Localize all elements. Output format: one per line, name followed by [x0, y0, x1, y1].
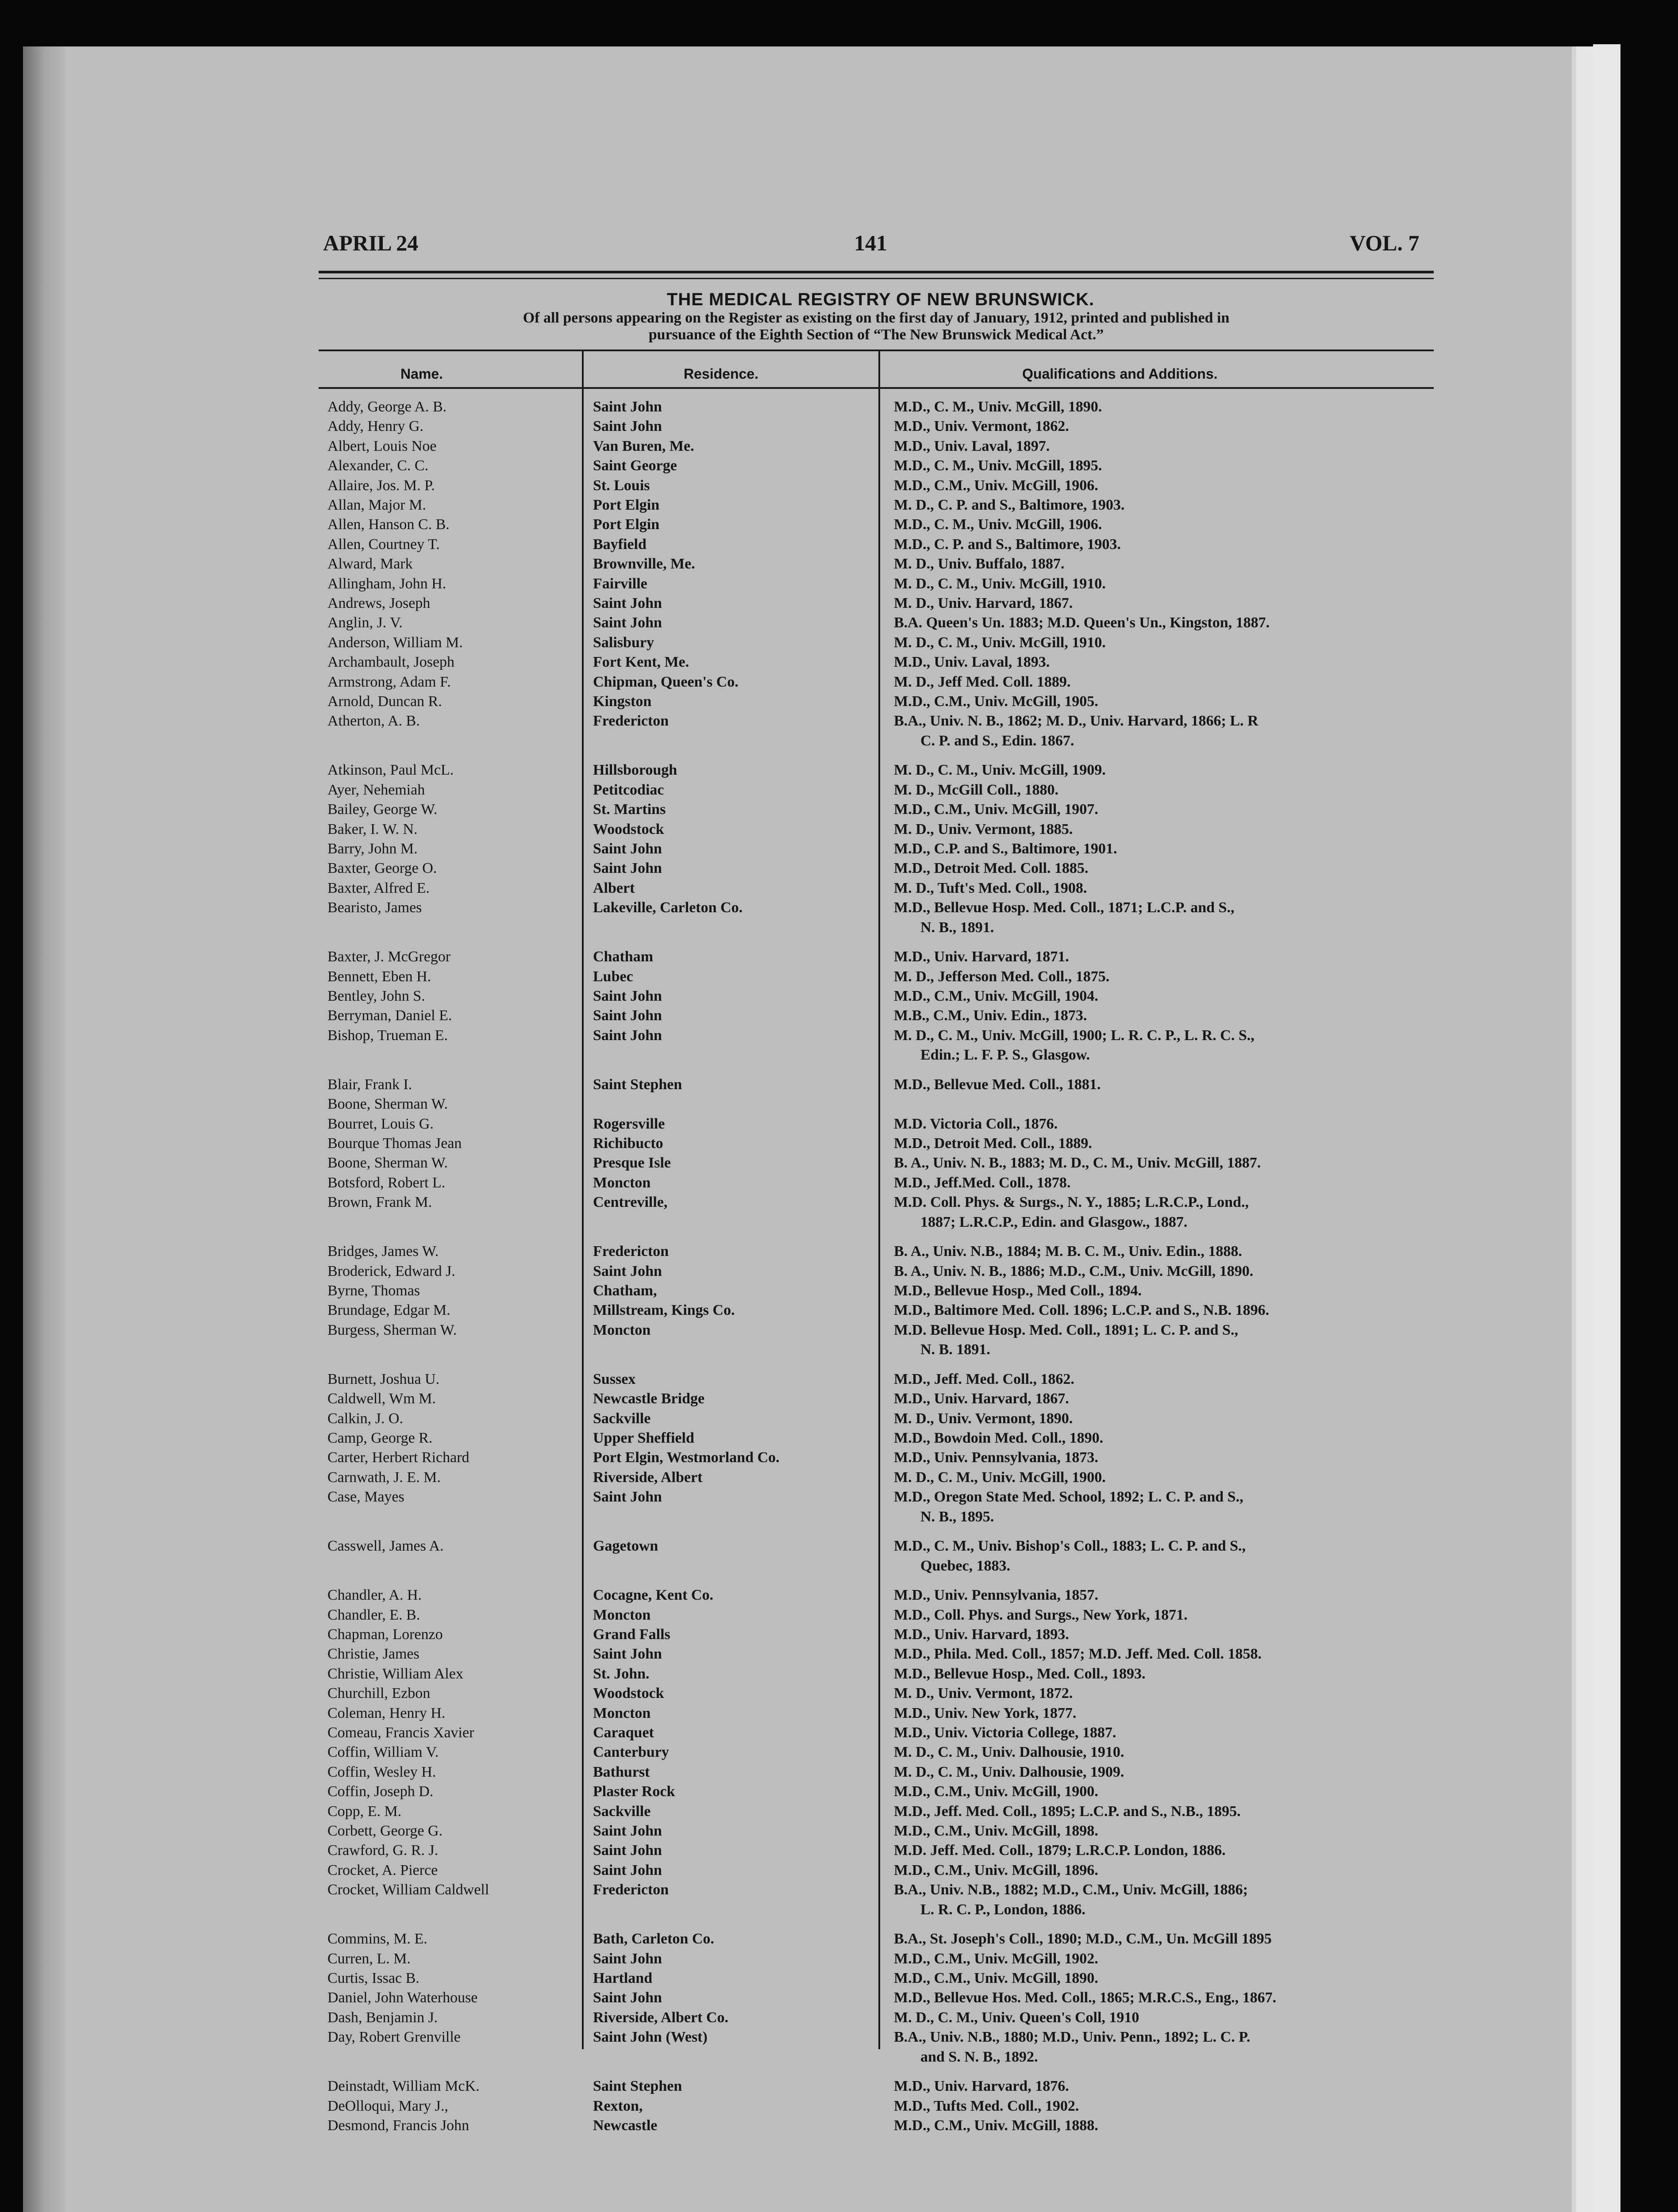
registrant-residence: Saint John — [593, 1862, 662, 1878]
registrant-residence: Moncton — [593, 1606, 651, 1623]
registrant-residence: Gagetown — [593, 1538, 658, 1555]
registrant-residence: Saint John — [593, 614, 662, 631]
registrant-qualification: M.D., Baltimore Med. Coll. 1896; L.C.P. and S., N.B. 1896. — [894, 1302, 1270, 1319]
registrant-residence: Canterbury — [593, 1744, 669, 1761]
registrant-qualification: M.D., Jeff. Med. Coll., 1862. — [894, 1371, 1074, 1387]
registrant-name: Boone, Sherman W. — [327, 1096, 448, 1113]
registrant-name: Crocket, A. Pierce — [327, 1862, 438, 1878]
registrant-qualification-continued: 1887; L.R.C.P., Edin. and Glasgow., 1887. — [920, 1214, 1188, 1230]
registrant-residence: Saint John — [593, 399, 662, 415]
registrant-residence: Port Elgin — [593, 497, 660, 513]
registrant-name: Daniel, John Waterhouse — [327, 1989, 478, 2006]
registrant-name: Coffin, William V. — [327, 1744, 439, 1761]
registrant-qualification: B.A., Univ. N. B., 1862; M. D., Univ. Harvard, 1866; L. R — [894, 713, 1258, 730]
registrant-residence: Bayfield — [593, 536, 647, 553]
registrant-name: Barry, John M. — [327, 841, 418, 857]
registrant-residence: Plaster Rock — [593, 1783, 675, 1800]
registrant-qualification: M.D., Bellevue Med. Coll., 1881. — [894, 1076, 1101, 1093]
registrant-qualification: M.D., C. M., Univ. McGill, 1890. — [894, 399, 1102, 415]
registrant-residence: Bath, Carleton Co. — [593, 1931, 714, 1947]
binding-gutter — [23, 46, 65, 2212]
registrant-name: Curren, L. M. — [327, 1950, 411, 1967]
registrant-residence: Rogersville — [593, 1115, 665, 1132]
registrant-residence: Brownville, Me. — [593, 556, 695, 572]
registrant-name: Copp, E. M. — [327, 1803, 402, 1820]
registrant-residence: Saint John — [593, 1489, 662, 1505]
page-edge — [1576, 46, 1593, 2212]
registrant-qualification: M.D., C.M., Univ. McGill, 1900. — [894, 1783, 1098, 1800]
registrant-name: Chapman, Lorenzo — [327, 1626, 443, 1643]
registrant-name: Allen, Hanson C. B. — [327, 516, 450, 533]
registrant-residence: Woodstock — [593, 1685, 664, 1702]
registrant-name: Anglin, J. V. — [327, 614, 403, 631]
registrant-qualification: M.D., Phila. Med. Coll., 1857; M.D. Jeff. Med. Coll. 1858. — [894, 1646, 1262, 1663]
registrant-qualification: M.D., Univ. Pennsylvania, 1857. — [894, 1587, 1098, 1604]
registrant-residence: Sussex — [593, 1371, 636, 1387]
registrant-name: Bearisto, James — [327, 899, 422, 916]
registrant-qualification: M.D., C.M., Univ. McGill, 1898. — [894, 1823, 1098, 1839]
registrant-qualification: M.D., Detroit Med. Coll., 1889. — [894, 1135, 1092, 1152]
registrant-name: Allingham, John H. — [327, 575, 446, 592]
registrant-qualification: M. D., McGill Coll., 1880. — [894, 781, 1059, 798]
registrant-residence: Port Elgin, Westmorland Co. — [593, 1449, 780, 1466]
registrant-residence: St. John. — [593, 1665, 650, 1682]
registrant-name: Allan, Major M. — [327, 497, 426, 513]
registrant-name: Brundage, Edgar M. — [327, 1302, 450, 1319]
registrant-qualification: M.D., C.M., Univ. McGill, 1905. — [894, 693, 1098, 710]
registrant-name: Berryman, Daniel E. — [327, 1007, 452, 1024]
registrant-residence: Sackville — [593, 1410, 651, 1427]
registrant-qualification-continued: N. B., 1891. — [920, 919, 994, 936]
registrant-residence: Van Buren, Me. — [593, 438, 694, 454]
registrant-residence: Fredericton — [593, 1243, 669, 1260]
registrant-name: Archambault, Joseph — [327, 654, 455, 671]
registrant-qualification: M. D., C. M., Univ. McGill, 1910. — [894, 575, 1106, 592]
registrant-residence: Grand Falls — [593, 1626, 670, 1643]
registrant-qualification: M.D., C.M., Univ. McGill, 1902. — [894, 1950, 1098, 1967]
registrant-qualification: M. D., Univ. Vermont, 1890. — [894, 1410, 1073, 1427]
registrant-name: Bourque Thomas Jean — [327, 1135, 462, 1152]
registrant-name: Caldwell, Wm M. — [327, 1390, 436, 1407]
registrant-residence: Sackville — [593, 1803, 651, 1820]
registrant-residence: Fairville — [593, 575, 647, 592]
registrant-residence: Newcastle — [593, 2117, 658, 2134]
column-divider-2 — [878, 350, 880, 2049]
registrant-qualification: M.D., Oregon State Med. School, 1892; L. C. P. and S., — [894, 1489, 1243, 1505]
registrant-residence: Saint John — [593, 595, 662, 611]
registrant-name: Albert, Louis Noe — [327, 438, 437, 454]
column-divider-1 — [582, 350, 584, 2049]
registrant-name: Baxter, George O. — [327, 860, 437, 877]
registrant-residence: Saint John — [593, 988, 662, 1004]
registrant-qualification: M.D. Victoria Coll., 1876. — [894, 1115, 1058, 1132]
header-rule-thin — [319, 278, 1434, 279]
registrant-residence: Kingston — [593, 693, 652, 710]
registrant-residence: Bathurst — [593, 1763, 650, 1780]
registrant-qualification: M.D., Univ. Laval, 1897. — [894, 438, 1050, 454]
registrant-qualification: M.D., C. M., Univ. Bishop's Coll., 1883; L. C. P. and S., — [894, 1538, 1246, 1555]
registrant-name: Brown, Frank M. — [327, 1194, 432, 1211]
registrant-residence: Richibucto — [593, 1135, 663, 1152]
registrant-qualification: M. D., C. M., Univ. Dalhousie, 1909. — [894, 1763, 1124, 1780]
registrant-name: Carnwath, J. E. M. — [327, 1469, 441, 1486]
registrant-qualification: M.D., Bellevue Hosp., Med Coll., 1894. — [894, 1283, 1142, 1299]
registrant-residence: Saint Stephen — [593, 2078, 682, 2095]
header-date: APRIL 24 — [323, 230, 419, 255]
registrant-qualification: M.D., Univ. Pennsylvania, 1873. — [894, 1449, 1098, 1466]
registrant-qualification: M. D., C. M., Univ. McGill, 1909. — [894, 762, 1106, 779]
registrant-residence: Chipman, Queen's Co. — [593, 673, 739, 690]
registrant-name: Camp, George R. — [327, 1430, 433, 1446]
subtitle-line-2: pursuance of the Eighth Section of “The New Brunswick Medical Act.” — [648, 326, 1104, 343]
registrant-qualification: M.D., C. M., Univ. McGill, 1906. — [894, 516, 1102, 533]
registrant-qualification: M.D., Univ. Harvard, 1867. — [894, 1390, 1069, 1407]
registrant-residence: Upper Sheffield — [593, 1430, 694, 1446]
registrant-residence: Saint John — [593, 841, 662, 857]
registrant-name: Crawford, G. R. J. — [327, 1842, 439, 1859]
registrant-qualification: M. D., C. M., Univ. Dalhousie, 1910. — [894, 1744, 1124, 1761]
registrant-name: Atherton, A. B. — [327, 713, 420, 730]
registrant-name: Coffin, Wesley H. — [327, 1763, 436, 1780]
registry-subtitle — [319, 310, 1434, 343]
registrant-qualification: M.D., Bellevue Hos. Med. Coll., 1865; M.R.C.S., Eng., 1867. — [894, 1989, 1277, 2006]
registrant-name: Allen, Courtney T. — [327, 536, 440, 553]
registrant-qualification: M. D., C. M., Univ. McGill, 1910. — [894, 634, 1106, 651]
registrant-qualification: M.D., Tufts Med. Coll., 1902. — [894, 2097, 1079, 2114]
registrant-residence: Moncton — [593, 1321, 651, 1338]
registrant-residence: Lakeville, Carleton Co. — [593, 899, 743, 916]
registrant-residence: Saint John — [593, 1027, 662, 1044]
page-sheet — [23, 46, 1576, 2212]
registrant-name: Bridges, James W. — [327, 1243, 439, 1260]
registrant-name: Bennett, Eben H. — [327, 968, 431, 985]
registrant-qualification: M.D., C.M., Univ. McGill, 1904. — [894, 988, 1098, 1004]
registrant-qualification: M. D., C. M., Univ. Queen's Coll, 1910 — [894, 2009, 1139, 2026]
registrant-name: Bourret, Louis G. — [327, 1115, 434, 1132]
column-header-qualifications: Qualifications and Additions. — [1022, 366, 1218, 382]
registrant-residence: Centreville, — [593, 1194, 668, 1211]
registrant-qualification: M.D., C.M., Univ. McGill, 1907. — [894, 801, 1098, 818]
registrant-name: Curtis, Issac B. — [327, 1970, 420, 1986]
registrant-qualification: M.D., Univ. Laval, 1893. — [894, 654, 1050, 671]
registrant-qualification: M. D., Univ. Buffalo, 1887. — [894, 556, 1065, 572]
registrant-residence: St. Louis — [593, 477, 650, 494]
registrant-qualification: M. D., Univ. Vermont, 1872. — [894, 1685, 1073, 1702]
registrant-name: Christie, William Alex — [327, 1665, 463, 1682]
registrant-name: Churchill, Ezbon — [327, 1685, 431, 1702]
registrant-qualification: M.D., Bellevue Hosp., Med. Coll., 1893. — [894, 1665, 1146, 1682]
registrant-qualification: B. A., Univ. N.B., 1884; M. B. C. M., Univ. Edin., 1888. — [894, 1243, 1242, 1260]
registrant-qualification-continued: N. B., 1895. — [920, 1508, 994, 1525]
registrant-residence: Chatham, — [593, 1283, 657, 1299]
registrant-qualification: B. A., Univ. N. B., 1883; M. D., C. M., Univ. McGill, 1887. — [894, 1155, 1261, 1171]
registrant-residence: Salisbury — [593, 634, 654, 651]
registrant-name: Bailey, George W. — [327, 801, 438, 818]
registrant-name: Chandler, A. H. — [327, 1587, 422, 1604]
registrant-name: Arnold, Duncan R. — [327, 693, 442, 710]
subtitle-line-1: Of all persons appearing on the Register as existing on the first day of January, 1912, printed and published in — [523, 310, 1230, 326]
registrant-qualification: M. D., Univ. Harvard, 1867. — [894, 595, 1073, 611]
registrant-name: Desmond, Francis John — [327, 2117, 470, 2134]
registrant-residence: Port Elgin — [593, 516, 660, 533]
registrant-name: Burnett, Joshua U. — [327, 1371, 440, 1387]
registrant-name: Baker, I. W. N. — [327, 821, 418, 837]
registrant-name: Ayer, Nehemiah — [327, 781, 425, 798]
registrant-residence: Saint John — [593, 1950, 662, 1967]
registrant-name: Day, Robert Grenville — [327, 2029, 461, 2046]
registrant-residence: Riverside, Albert — [593, 1469, 703, 1486]
registrant-name: Addy, George A. B. — [327, 399, 447, 415]
registrant-name: Burgess, Sherman W. — [327, 1321, 457, 1338]
registrant-name: Atkinson, Paul McL. — [327, 762, 454, 779]
registrant-qualification: B.A., St. Joseph's Coll., 1890; M.D., C.M., Un. McGill 1895 — [894, 1931, 1272, 1947]
registrant-name: Calkin, J. O. — [327, 1410, 403, 1427]
registrant-qualification: M.D., Univ. Harvard, 1871. — [894, 949, 1069, 965]
registrant-qualification-continued: L. R. C. P., London, 1886. — [920, 1901, 1085, 1918]
column-header-name: Name. — [400, 366, 443, 382]
registrant-residence: Presque Isle — [593, 1155, 671, 1171]
registrant-residence: Saint John (West) — [593, 2029, 708, 2046]
registrant-residence: Chatham — [593, 949, 654, 965]
registrant-residence: Saint John — [593, 1263, 662, 1279]
registrant-residence: Saint George — [593, 457, 677, 474]
column-header-residence: Residence. — [684, 366, 758, 382]
registrant-residence: Hillsborough — [593, 762, 677, 779]
registrant-name: Broderick, Edward J. — [327, 1263, 455, 1279]
registrant-residence: Hartland — [593, 1970, 653, 1986]
registrant-name: Boone, Sherman W. — [327, 1155, 448, 1171]
registrant-name: Alexander, C. C. — [327, 457, 429, 474]
registrant-residence: Saint John — [593, 1842, 662, 1859]
page-number: 141 — [854, 230, 887, 255]
registrant-qualification: M.D., Jeff.Med. Coll., 1878. — [894, 1174, 1071, 1191]
registrant-qualification: M.D., C.M., Univ. McGill, 1906. — [894, 477, 1098, 494]
registrant-residence: Lubec — [593, 968, 633, 985]
registrant-name: Deinstadt, William McK. — [327, 2078, 480, 2095]
registrant-residence: Albert — [593, 879, 635, 896]
registrant-name: Dash, Benjamin J. — [327, 2009, 438, 2026]
registrant-residence: Moncton — [593, 1705, 651, 1721]
registrant-name: Comeau, Francis Xavier — [327, 1724, 474, 1741]
registrant-residence: Petitcodiac — [593, 781, 664, 798]
registrant-qualification: M.D., Bowdoin Med. Coll., 1890. — [894, 1430, 1104, 1446]
registrant-name: Baxter, Alfred E. — [327, 879, 430, 896]
registrant-residence: Saint John — [593, 1823, 662, 1839]
registrant-name: Byrne, Thomas — [327, 1283, 420, 1299]
registrant-name: Botsford, Robert L. — [327, 1174, 446, 1191]
registrant-qualification-continued: Edin.; L. F. P. S., Glasgow. — [920, 1047, 1090, 1064]
registrant-qualification: M.D., C.M., Univ. McGill, 1890. — [894, 1970, 1098, 1986]
registrant-name: Alward, Mark — [327, 556, 413, 572]
registrant-qualification: M.D., Univ. Harvard, 1893. — [894, 1626, 1069, 1643]
registrant-name: Carter, Herbert Richard — [327, 1449, 470, 1466]
registrant-residence: Rexton, — [593, 2097, 643, 2114]
registrant-residence: Fort Kent, Me. — [593, 654, 689, 671]
registrant-name: Bishop, Trueman E. — [327, 1027, 448, 1044]
registrant-residence: Newcastle Bridge — [593, 1390, 705, 1407]
registrant-qualification: B.A. Queen's Un. 1883; M.D. Queen's Un., Kingston, 1887. — [894, 614, 1270, 631]
volume-label: VOL. 7 — [1350, 230, 1420, 255]
registrant-residence: Riverside, Albert Co. — [593, 2009, 728, 2026]
table-header-rule — [319, 387, 1434, 389]
registrant-residence: Saint John — [593, 1989, 662, 2006]
registrant-name: Anderson, William M. — [327, 634, 463, 651]
registrant-qualification: M. D., C. P. and S., Baltimore, 1903. — [894, 497, 1125, 513]
registrant-qualification: M. D., Jeff Med. Coll. 1889. — [894, 673, 1071, 690]
registrant-residence: Millstream, Kings Co. — [593, 1302, 735, 1319]
registrant-qualification: M.D., Univ. New York, 1877. — [894, 1705, 1077, 1721]
registrant-name: Corbett, George G. — [327, 1823, 443, 1839]
table-top-rule — [319, 349, 1434, 351]
registrant-qualification: M. D., C. M., Univ. McGill, 1900. — [894, 1469, 1106, 1486]
registrant-residence: Fredericton — [593, 1882, 669, 1898]
registrant-qualification: M.D., Univ. Vermont, 1862. — [894, 418, 1069, 435]
registrant-residence: Saint John — [593, 1007, 662, 1024]
registrant-qualification: M. D., Jefferson Med. Coll., 1875. — [894, 968, 1110, 985]
registrant-name: Coffin, Joseph D. — [327, 1783, 434, 1800]
registrant-qualification: M. D., Univ. Vermont, 1885. — [894, 821, 1073, 837]
registrant-residence: Woodstock — [593, 821, 664, 837]
registrant-qualification: M.D., Jeff. Med. Coll., 1895; L.C.P. and S., N.B., 1895. — [894, 1803, 1241, 1820]
registrant-qualification: M.D., Univ. Victoria College, 1887. — [894, 1724, 1116, 1741]
next-page-edge — [1593, 44, 1620, 2212]
registrant-residence: Saint John — [593, 1646, 662, 1663]
registrant-name: Commins, M. E. — [327, 1931, 427, 1947]
registrant-qualification: M.D., C.M., Univ. McGill, 1896. — [894, 1862, 1098, 1878]
registrant-name: Armstrong, Adam F. — [327, 673, 451, 690]
registrant-name: Chandler, E. B. — [327, 1606, 420, 1623]
registrant-residence: Saint John — [593, 418, 662, 435]
registrant-residence: St. Martins — [593, 801, 666, 818]
registrant-name: Allaire, Jos. M. P. — [327, 477, 435, 494]
registrant-qualification: B.A., Univ. N.B., 1880; M.D., Univ. Penn., 1892; L. C. P. — [894, 2029, 1251, 2046]
registrant-name: Addy, Henry G. — [327, 418, 423, 435]
registrant-qualification: M.D. Jeff. Med. Coll., 1879; L.R.C.P. London, 1886. — [894, 1842, 1226, 1859]
registrant-qualification: M. D., Tuft's Med. Coll., 1908. — [894, 879, 1087, 896]
registrant-name: Casswell, James A. — [327, 1538, 444, 1555]
registrant-qualification: M.D., C. P. and S., Baltimore, 1903. — [894, 536, 1121, 553]
registrant-name: Bentley, John S. — [327, 988, 425, 1004]
registrant-qualification: B. A., Univ. N. B., 1886; M.D., C.M., Univ. McGill, 1890. — [894, 1263, 1254, 1279]
registrant-residence: Cocagne, Kent Co. — [593, 1587, 713, 1604]
registrant-qualification: M.D., C. M., Univ. McGill, 1895. — [894, 457, 1102, 474]
registrant-qualification: M.D. Bellevue Hosp. Med. Coll., 1891; L. C. P. and S., — [894, 1321, 1238, 1338]
registrant-name: Baxter, J. McGregor — [327, 949, 451, 965]
registrant-name: Coleman, Henry H. — [327, 1705, 446, 1721]
registrant-name: Andrews, Joseph — [327, 595, 431, 611]
registrant-qualification: M.D., C.M., Univ. McGill, 1888. — [894, 2117, 1098, 2134]
registrant-residence: Moncton — [593, 1174, 651, 1191]
registrant-name: Blair, Frank I. — [327, 1076, 412, 1093]
registrant-residence: Saint John — [593, 860, 662, 877]
registrant-qualification-continued: and S. N. B., 1892. — [920, 2048, 1038, 2065]
registrant-residence: Caraquet — [593, 1724, 654, 1741]
registrant-qualification-continued: C. P. and S., Edin. 1867. — [920, 732, 1074, 749]
registrant-qualification: M. D., C. M., Univ. McGill, 1900; L. R. C. P., L. R. C. S., — [894, 1027, 1255, 1044]
registrant-qualification: M.B., C.M., Univ. Edin., 1873. — [894, 1007, 1087, 1024]
registrant-qualification: M.D., Coll. Phys. and Surgs., New York, 1871. — [894, 1606, 1188, 1623]
registrant-name: Christie, James — [327, 1646, 420, 1663]
header-rule — [319, 271, 1434, 273]
registrant-qualification: M.D. Coll. Phys. & Surgs., N. Y., 1885; L.R.C.P., Lond., — [894, 1194, 1249, 1211]
registrant-name: Crocket, William Caldwell — [327, 1882, 489, 1898]
registrant-qualification: M.D., Univ. Harvard, 1876. — [894, 2078, 1069, 2095]
registrant-residence: Fredericton — [593, 713, 669, 730]
registrant-name: Case, Mayes — [327, 1489, 404, 1505]
registrant-qualification-continued: N. B. 1891. — [920, 1341, 990, 1358]
registrant-qualification: B.A., Univ. N.B., 1882; M.D., C.M., Univ. McGill, 1886; — [894, 1882, 1248, 1898]
registrant-qualification: M.D., Detroit Med. Coll. 1885. — [894, 860, 1089, 877]
registrant-qualification: M.D., Bellevue Hosp. Med. Coll., 1871; L.C.P. and S., — [894, 899, 1235, 916]
registrant-residence: Saint Stephen — [593, 1076, 682, 1093]
registrant-name: DeOlloqui, Mary J., — [327, 2097, 448, 2114]
registrant-qualification-continued: Quebec, 1883. — [920, 1557, 1011, 1574]
registry-title: THE MEDICAL REGISTRY OF NEW BRUNSWICK. — [666, 290, 1095, 309]
registrant-qualification: M.D., C.P. and S., Baltimore, 1901. — [894, 841, 1117, 857]
